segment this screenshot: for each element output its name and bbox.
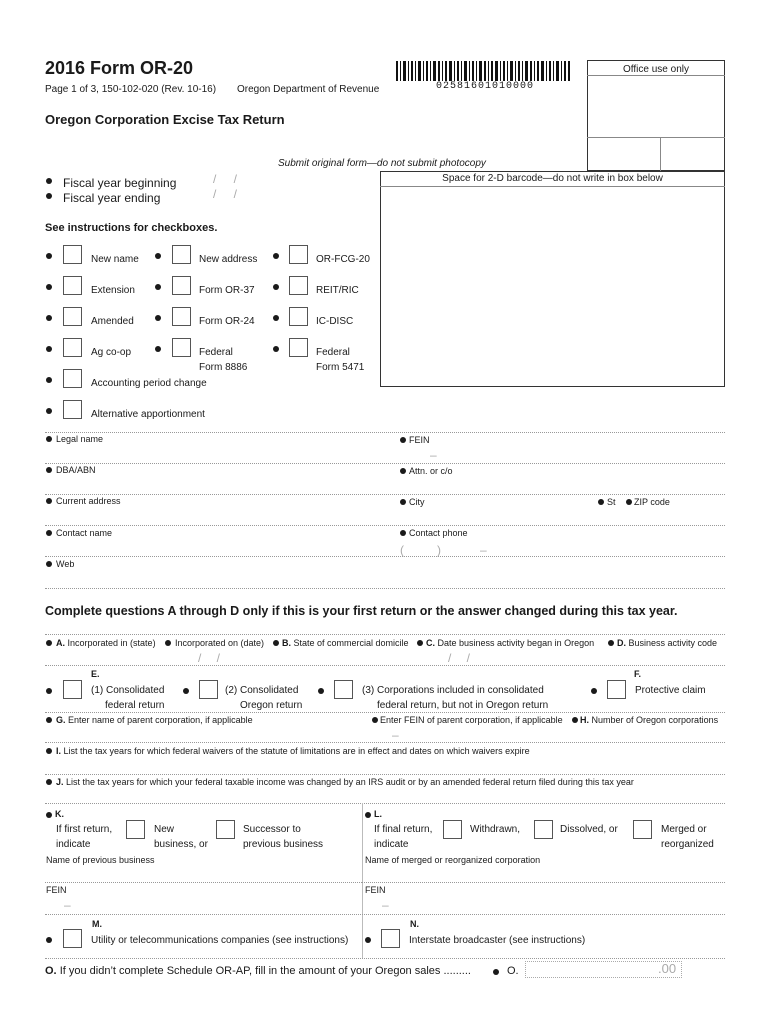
q-n-letter: N.	[410, 919, 419, 929]
extension-label: Extension	[91, 285, 135, 296]
barcode-icon	[396, 61, 570, 81]
q-g-fein-text: Enter FEIN of parent corporation, if applicable	[380, 715, 563, 725]
submit-notice: Submit original form—do not submit photocopy	[278, 158, 486, 169]
bullet-icon	[626, 499, 632, 505]
field-separator	[45, 556, 725, 557]
q-i-letter: I.	[56, 746, 62, 756]
bullet-icon	[46, 640, 52, 646]
amended-checkbox[interactable]	[63, 307, 82, 326]
bullet-icon	[273, 253, 279, 259]
k-new-line2: business, or	[154, 839, 208, 850]
reit-ric-checkbox[interactable]	[289, 276, 308, 295]
bullet-icon	[155, 284, 161, 290]
withdrawn-checkbox[interactable]	[443, 820, 462, 839]
bullet-icon	[46, 315, 52, 321]
field-separator	[45, 634, 725, 635]
federal-5471-label-2: Form 5471	[316, 362, 365, 373]
q-h-label	[580, 715, 718, 725]
fiscal-begin-label: Fiscal year beginning	[63, 176, 177, 190]
bullet-icon	[273, 346, 279, 352]
alt-apportionment-checkbox[interactable]	[63, 400, 82, 419]
bullet-icon	[183, 688, 189, 694]
q-j-label	[56, 777, 634, 787]
e1-line1: (1) Consolidated	[91, 685, 165, 696]
federal-8886-label-1: Federal	[199, 347, 233, 358]
office-divider	[587, 75, 725, 76]
fiscal-begin-field[interactable]: / /	[213, 172, 238, 186]
form-subtitle: Oregon Corporation Excise Tax Return	[45, 112, 285, 127]
q-g-label	[56, 715, 253, 725]
office-use-box	[587, 60, 725, 171]
bullet-icon	[46, 436, 52, 442]
form-or-37-checkbox[interactable]	[172, 276, 191, 295]
q-o-short: O.	[507, 965, 519, 977]
accounting-period-label: Accounting period change	[91, 378, 207, 389]
zip-label: ZIP code	[634, 497, 670, 507]
q-a-letter: A.	[56, 638, 65, 648]
fein-label: FEIN	[409, 435, 430, 445]
e3-line2: federal return, but not in Oregon return	[377, 700, 549, 711]
q-i-label	[56, 746, 530, 756]
barcode-space-divider	[380, 186, 725, 187]
amended-label: Amended	[91, 316, 134, 327]
office-use-label: Office use only	[623, 64, 689, 75]
successor-checkbox[interactable]	[216, 820, 235, 839]
federal-5471-checkbox[interactable]	[289, 338, 308, 357]
k-first-line1: If first return,	[56, 824, 113, 835]
l-merged-name-label: Name of merged or reorganized corporation	[365, 855, 541, 865]
e1-line2: federal return	[105, 700, 165, 711]
bullet-icon	[273, 640, 279, 646]
k-new-line1: New	[154, 824, 175, 835]
bullet-icon	[365, 812, 371, 818]
field-separator	[45, 432, 725, 433]
m-text: Utility or telecommunications companies (see instructions)	[91, 935, 349, 946]
bullet-icon	[155, 253, 161, 259]
field-separator	[45, 774, 725, 775]
new-business-checkbox[interactable]	[126, 820, 145, 839]
reit-ric-label: REIT/RIC	[316, 285, 359, 296]
field-separator	[45, 525, 725, 526]
q-b-text: State of commercial domicile	[293, 638, 409, 648]
fein-field[interactable]: –	[430, 448, 437, 462]
contact-name-label: Contact name	[56, 528, 113, 538]
k-fein-field[interactable]: –	[64, 898, 71, 912]
bullet-icon	[400, 530, 406, 536]
field-separator	[45, 463, 725, 464]
or-fcg-20-checkbox[interactable]	[289, 245, 308, 264]
n-text: Interstate broadcaster (see instructions)	[409, 935, 586, 946]
contact-phone-label: Contact phone	[409, 528, 468, 538]
e2-line2: Oregon return	[240, 700, 303, 711]
bullet-icon	[46, 467, 52, 473]
bullet-icon	[46, 408, 52, 414]
l-fein-field[interactable]: –	[382, 898, 389, 912]
incorporated-date-field[interactable]: / /	[198, 651, 221, 665]
l-final-line1: If final return,	[374, 824, 433, 835]
bullet-icon	[273, 315, 279, 321]
e3-line1: (3) Corporations included in consolidated	[362, 685, 544, 696]
current-address-label: Current address	[56, 496, 121, 506]
l-merged-line1: Merged or	[661, 824, 707, 835]
bullet-icon	[46, 193, 52, 199]
field-separator	[45, 914, 725, 915]
legal-name-label: Legal name	[56, 434, 104, 444]
dba-label: DBA/ABN	[56, 465, 96, 475]
federal-8886-checkbox[interactable]	[172, 338, 191, 357]
q-o-label	[45, 965, 471, 977]
bullet-icon	[165, 640, 171, 646]
k-prev-name-label: Name of previous business	[46, 855, 155, 865]
l-withdrawn-label: Withdrawn,	[470, 824, 521, 835]
q-h-letter: H.	[580, 715, 589, 725]
new-name-label: New name	[91, 254, 139, 265]
q-d-text: Business activity code	[628, 638, 718, 648]
field-separator	[45, 665, 725, 666]
bullet-icon	[591, 688, 597, 694]
checkbox-heading: See instructions for checkboxes.	[45, 222, 218, 234]
bullet-icon	[365, 937, 371, 943]
form-or-24-checkbox[interactable]	[172, 307, 191, 326]
q-d-label	[617, 638, 717, 648]
bullet-icon	[46, 717, 52, 723]
parent-fein-field[interactable]: –	[392, 728, 399, 742]
bullet-icon	[46, 812, 52, 818]
bullet-icon	[273, 284, 279, 290]
bullet-icon	[598, 499, 604, 505]
bullet-icon	[318, 688, 324, 694]
q-m-letter: M.	[92, 919, 102, 929]
q-f-letter: F.	[634, 669, 642, 679]
consolidated-included-checkbox[interactable]	[334, 680, 353, 699]
q-a-text: Incorporated in (state)	[67, 638, 156, 648]
q-b-letter: B.	[282, 638, 291, 648]
extension-checkbox[interactable]	[63, 276, 82, 295]
new-address-checkbox[interactable]	[172, 245, 191, 264]
bullet-icon	[46, 253, 52, 259]
protective-claim-label: Protective claim	[635, 685, 706, 696]
field-separator	[45, 742, 725, 743]
barcode-number: 02581601010000	[436, 81, 535, 92]
bullet-icon	[46, 377, 52, 383]
q-j-text: List the tax years for which your federal taxable income was changed by an IRS audit or by an amended federal return filed during this tax year	[66, 777, 634, 787]
new-address-label: New address	[199, 254, 258, 265]
new-name-checkbox[interactable]	[63, 245, 82, 264]
q-k-letter: K.	[55, 809, 64, 819]
utility-checkbox[interactable]	[63, 929, 82, 948]
bullet-icon	[608, 640, 614, 646]
form-or-37-label: Form OR-37	[199, 285, 255, 296]
k-fein-label: FEIN	[46, 885, 67, 895]
questions-heading: Complete questions A through D only if this is your first return or the answer changed during this tax year.	[45, 604, 678, 618]
field-separator	[45, 958, 725, 959]
bullet-icon	[46, 561, 52, 567]
bullet-icon	[155, 346, 161, 352]
ic-disc-label: IC-DISC	[316, 316, 354, 327]
bullet-icon	[46, 937, 52, 943]
q-i-text: List the tax years for which federal waivers of the statute of limitations are in effect and dates on which waivers expire	[63, 746, 530, 756]
bullet-icon	[400, 468, 406, 474]
activity-date-field[interactable]: / /	[448, 651, 471, 665]
bullet-icon	[155, 315, 161, 321]
phone-close-paren[interactable]: )	[437, 543, 441, 557]
bullet-icon	[46, 284, 52, 290]
column-divider	[362, 803, 363, 959]
or-fcg-20-label: OR-FCG-20	[316, 254, 370, 265]
q-j-letter: J.	[56, 777, 64, 787]
q-l-letter: L.	[374, 809, 382, 819]
form-or-24-label: Form OR-24	[199, 316, 255, 327]
q-c-text: Date business activity began in Oregon	[437, 638, 595, 648]
q-c-label	[426, 638, 594, 648]
page-info: Page 1 of 3, 150-102-020 (Rev. 10-16)	[45, 84, 217, 95]
web-label: Web	[56, 559, 75, 569]
k-succ-line2: previous business	[243, 839, 324, 850]
l-dissolved-label: Dissolved, or	[560, 824, 618, 835]
bullet-icon	[572, 717, 578, 723]
ag-coop-label: Ag co-op	[91, 347, 132, 358]
phone-dash[interactable]: –	[480, 543, 487, 557]
l-fein-label: FEIN	[365, 885, 386, 895]
bullet-icon	[400, 437, 406, 443]
city-label: City	[409, 497, 425, 507]
barcode-space-label: Space for 2-D barcode—do not write in box below	[442, 173, 663, 184]
q-e-letter: E.	[91, 669, 100, 679]
bullet-icon	[372, 717, 378, 723]
fiscal-end-label: Fiscal year ending	[63, 191, 161, 205]
field-separator	[45, 494, 725, 495]
bullet-icon	[400, 499, 406, 505]
st-label: St	[607, 497, 616, 507]
q-g-text: Enter name of parent corporation, if applicable	[68, 715, 253, 725]
office-divider-3	[660, 137, 661, 171]
q-b-label	[282, 638, 409, 648]
q-g-letter: G.	[56, 715, 66, 725]
bullet-icon	[46, 688, 52, 694]
bullet-icon	[46, 498, 52, 504]
office-divider-2	[587, 137, 725, 138]
consolidated-oregon-checkbox[interactable]	[199, 680, 218, 699]
ag-coop-checkbox[interactable]	[63, 338, 82, 357]
attn-label: Attn. or c/o	[409, 466, 453, 476]
l-merged-line2: reorganized	[661, 839, 714, 850]
bullet-icon	[417, 640, 423, 646]
q-c-letter: C.	[426, 638, 435, 648]
k-succ-line1: Successor to	[243, 824, 301, 835]
protective-claim-checkbox[interactable]	[607, 680, 626, 699]
q-o-text: If you didn’t complete Schedule OR-AP, fill in the amount of your Oregon sales .........	[59, 965, 471, 977]
l-final-line2: indicate	[374, 839, 409, 850]
broadcaster-checkbox[interactable]	[381, 929, 400, 948]
field-separator	[362, 882, 725, 883]
barcode-space-box	[380, 171, 725, 387]
q-o-letter: O.	[45, 965, 57, 977]
bullet-icon	[46, 748, 52, 754]
form-title: 2016 Form OR-20	[45, 58, 194, 78]
field-separator	[45, 803, 725, 804]
alt-apportionment-label: Alternative apportionment	[91, 409, 205, 420]
q-a2-text: Incorporated on (date)	[175, 638, 265, 648]
e2-line1: (2) Consolidated	[225, 685, 299, 696]
agency-name: Oregon Department of Revenue	[237, 84, 380, 95]
q-a-label	[56, 638, 156, 648]
bullet-icon	[46, 346, 52, 352]
merged-checkbox[interactable]	[633, 820, 652, 839]
fiscal-end-field[interactable]: / /	[213, 187, 238, 201]
oregon-sales-cents: .00	[658, 961, 677, 976]
phone-open-paren[interactable]: (	[400, 543, 404, 557]
q-h-text: Number of Oregon corporations	[591, 715, 719, 725]
bullet-icon	[46, 178, 52, 184]
field-separator	[45, 882, 362, 883]
ic-disc-checkbox[interactable]	[289, 307, 308, 326]
bullet-icon	[493, 969, 499, 975]
k-first-line2: indicate	[56, 839, 91, 850]
dissolved-checkbox[interactable]	[534, 820, 553, 839]
consolidated-federal-checkbox[interactable]	[63, 680, 82, 699]
field-separator	[45, 712, 725, 713]
federal-5471-label-1: Federal	[316, 347, 350, 358]
q-d-letter: D.	[617, 638, 626, 648]
field-separator	[45, 588, 725, 589]
bullet-icon	[46, 530, 52, 536]
accounting-period-checkbox[interactable]	[63, 369, 82, 388]
bullet-icon	[46, 779, 52, 785]
federal-8886-label-2: Form 8886	[199, 362, 248, 373]
